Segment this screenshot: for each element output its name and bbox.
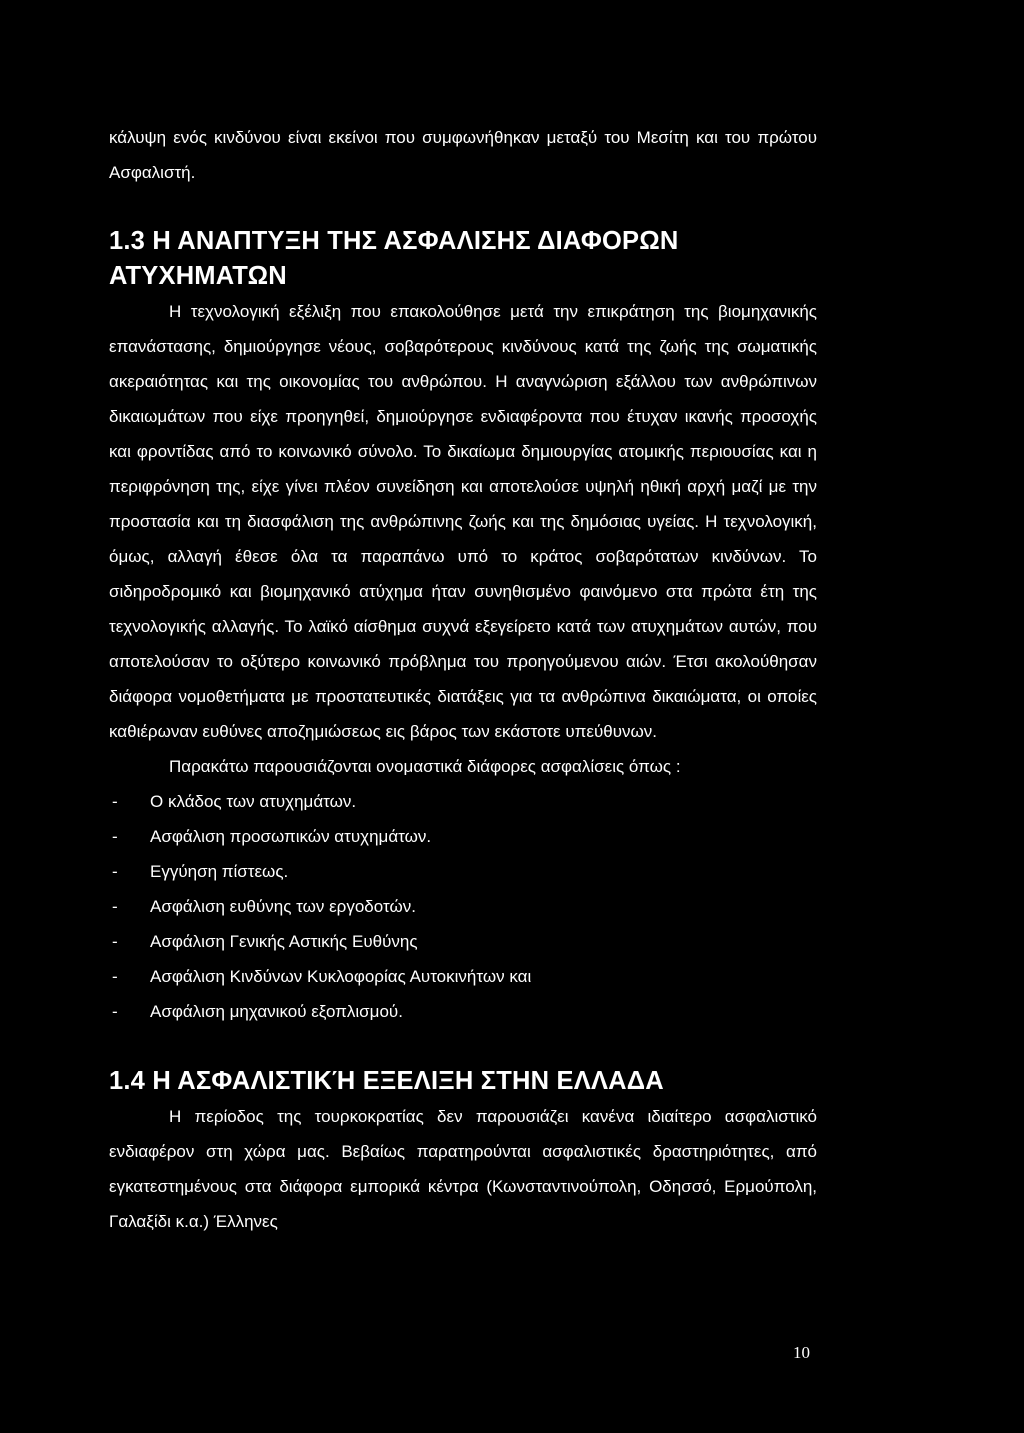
- section-title-1-4: 1.4 Η ΑΣΦΑΛΙΣΤΙΚΉ ΕΞΕΛΙΞΗ ΣΤΗΝ ΕΛΛΑΔΑ: [109, 1067, 664, 1095]
- list-marker: -: [112, 967, 118, 986]
- list-item-text: Ο κλάδος των ατυχημάτων.: [150, 792, 357, 811]
- list-marker: -: [112, 827, 118, 846]
- intro-paragraph: κάλυψη ενός κινδύνου είναι εκείνοι που συμφωνήθηκαν μεταξύ του Μεσίτη και του πρώτου Ασφαλιστή.: [109, 128, 817, 182]
- list-item: [109, 819, 817, 854]
- list-item-text: Ασφάλιση ευθύνης των εργοδοτών.: [150, 897, 416, 916]
- list-item-text: Ασφάλιση μηχανικού εξοπλισμού.: [150, 1002, 403, 1021]
- list-item: [109, 889, 817, 924]
- list-item-text: Ασφάλιση προσωπικών ατυχημάτων.: [150, 827, 432, 846]
- list-item: [109, 854, 817, 889]
- section-1-3-paragraph: Η τεχνολογική εξέλιξη που επακολούθησε μετά την επικράτηση της βιομηχανικής επανάστασης, δημιούργησε νέους, σοβαρότερους κινδύνους κατά της ζωής της σωματικής ακεραιότητας και της οικονομίας του ανθρώπου. Η αναγνώριση εξάλλου των ανθρώπινων δικαιωμάτων που είχε προηγηθεί, δημιούργησε ενδιαφέροντα που έτυχαν ικανής προσοχής και φροντίδας από το κοινωνικό σύνολο. Το δικαίωμα δημιουργίας ατομικής περιουσίας και η περιφρόνηση της, είχε γίνει πλέον συνείδηση και αποτελούσε υψηλή ηθική αρχή μαζί με την προστασία και τη διασφάλιση της ανθρώπινης ζωής και της δημόσιας υγείας. Η τεχνολογική, όμως, αλλαγή έθεσε όλα τα παραπάνω υπό το κράτος σοβαρότατων κινδύνων. Το σιδηροδρομικό και βιομηχανικό ατύχημα ήταν συνηθισμένο φαινόμενο στα πρώτα έτη της τεχνολογικής αλλαγής. Το λαϊκό αίσθημα συχνά εξεγείρετο κατά των ατυχημάτων αυτών, που αποτελούσαν το οξύτερο κοινωνικό πρόβλημα του προηγούμενου αιών. Έτσι ακολούθησαν διάφορα νομοθετήματα με προστατευτικές διατάξεις για τα ανθρώπινα δικαιώματα, οι οποίες καθιέρωναν ευθύνες αποζημιώσεως εις βάρος των εκάστοτε υπεύθυνων.: [109, 302, 817, 741]
- list-item-text: Ασφάλιση Γενικής Αστικής Ευθύνης: [150, 932, 418, 951]
- list-marker: -: [112, 862, 118, 881]
- list-item: [109, 784, 817, 819]
- list-marker: -: [112, 932, 118, 951]
- list-item: [109, 994, 817, 1029]
- page-content: [109, 120, 817, 1239]
- spacer: [109, 190, 817, 224]
- list-item: [109, 959, 817, 994]
- list-item-text: Εγγύηση πίστεως.: [150, 862, 289, 881]
- section-title-1-3: 1.3 Η ΑΝΑΠΤΥΞΗ ΤΗΣ ΑΣΦΑΛΙΣΗΣ ΔΙΑΦΟΡΩΝ ΑΤΥΧΗΜΑΤΩΝ: [109, 227, 679, 290]
- list-item-text: Ασφάλιση Κινδύνων Κυκλοφορίας Αυτοκινήτων και: [150, 967, 532, 986]
- insurance-types-list: [109, 784, 817, 1029]
- list-marker: -: [112, 792, 118, 811]
- spacer: [109, 1029, 817, 1064]
- list-intro: Παρακάτω παρουσιάζονται ονομαστικά διάφορες ασφαλίσεις όπως :: [169, 757, 681, 776]
- section-1-4-paragraph: Η περίοδος της τουρκοκρατίας δεν παρουσιάζει κανένα ιδιαίτερο ασφαλιστικό ενδιαφέρον στη χώρα μας. Βεβαίως παρατηρούνται ασφαλιστικές δραστηριότητες, από εγκατεστημένους στα διάφορα εμπορικά κέντρα (Κωνσταντινούπολη, Οδησσό, Ερμούπολη, Γαλαξίδι κ.α.) Έλληνες: [109, 1107, 817, 1231]
- list-marker: -: [112, 1002, 118, 1021]
- list-marker: -: [112, 897, 118, 916]
- list-item: [109, 924, 817, 959]
- page-number: 10: [793, 1343, 810, 1362]
